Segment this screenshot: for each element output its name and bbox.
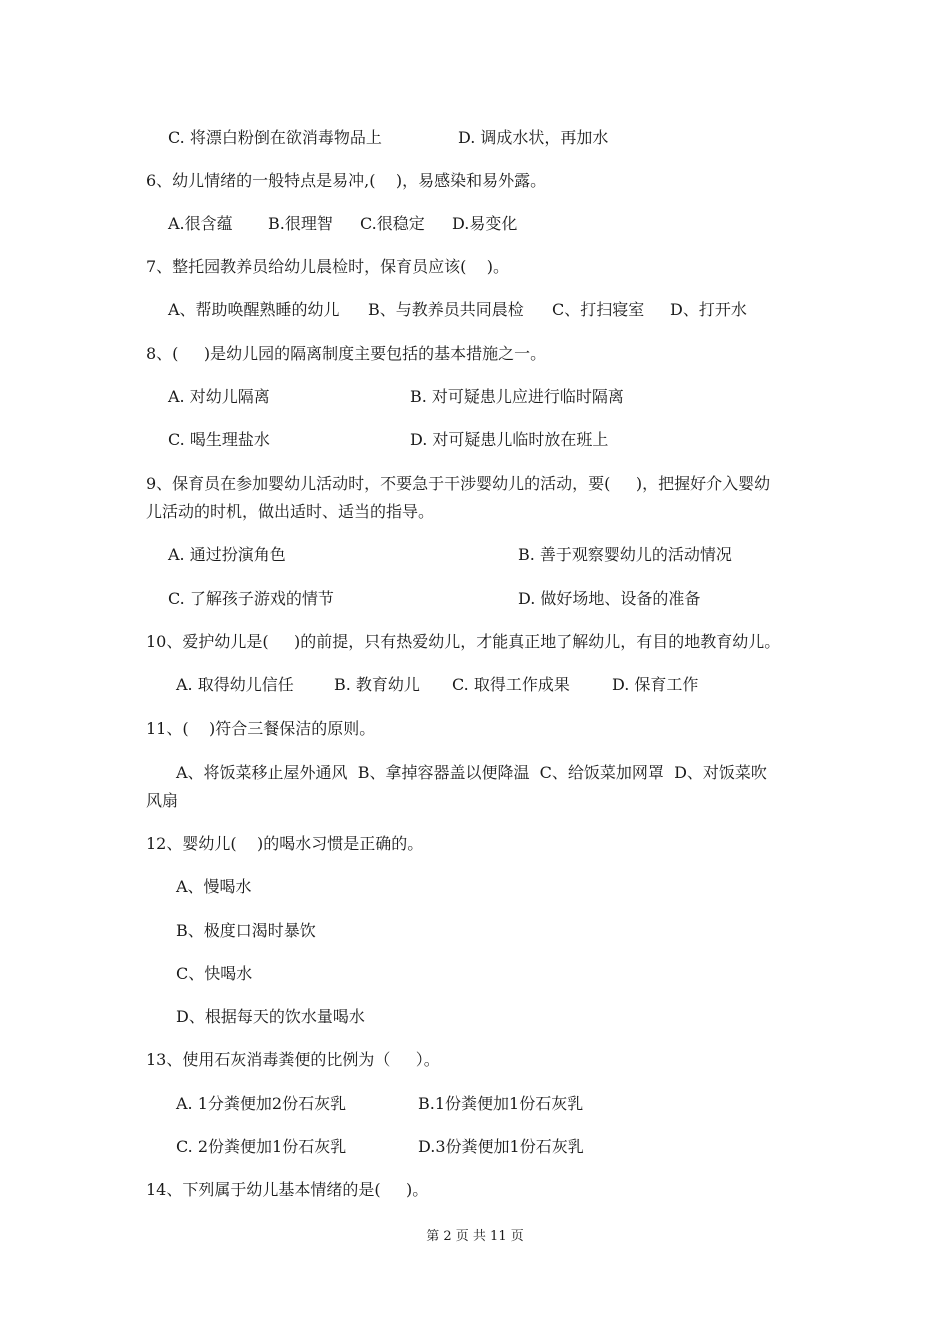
page-number-footer: 第 2 页 共 11 页 — [426, 1229, 524, 1244]
q8-option-c: C. 喝生理盐水 — [168, 430, 270, 449]
q6-option-d: D.易变化 — [452, 214, 518, 233]
q9-option-c: C. 了解孩子游戏的情节 — [168, 589, 334, 608]
q7-option-a: A、帮助唤醒熟睡的幼儿 — [168, 300, 340, 319]
q11-options-line2: 风扇 — [146, 791, 179, 810]
q8-option-b: B. 对可疑患儿应进行临时隔离 — [410, 387, 624, 406]
q9-stem-line2: 儿活动的时机，做出适时、适当的指导。 — [146, 502, 435, 521]
q10-option-a: A. 取得幼儿信任 — [176, 675, 294, 694]
q9-option-d: D. 做好场地、设备的准备 — [518, 589, 701, 608]
q8-stem: 8、( )是幼儿园的隔离制度主要包括的基本措施之一。 — [146, 344, 547, 363]
q5-option-d: D. 调成水状，再加水 — [458, 128, 609, 147]
q7-option-d: D、打开水 — [670, 300, 747, 319]
q11-stem: 11、( )符合三餐保洁的原则。 — [146, 719, 376, 738]
q9-option-a: A. 通过扮演角色 — [168, 545, 286, 564]
q13-option-b: B.1份粪便加1份石灰乳 — [418, 1094, 584, 1113]
q14-stem: 14、下列属于幼儿基本情绪的是( )。 — [146, 1180, 429, 1199]
q8-option-d: D. 对可疑患儿临时放在班上 — [410, 430, 609, 449]
q9-option-b: B. 善于观察婴幼儿的活动情况 — [518, 545, 732, 564]
q12-option-a: A、慢喝水 — [176, 877, 252, 896]
q7-option-b: B、与教养员共同晨检 — [368, 300, 524, 319]
q6-option-b: B.很理智 — [268, 214, 333, 233]
q10-option-d: D. 保育工作 — [612, 675, 699, 694]
q7-option-c: C、打扫寝室 — [552, 300, 645, 319]
q11-options-line1: A、将饭菜移止屋外通风 B、拿掉容器盖以便降温 C、给饭菜加网罩 D、对饭菜吹 — [176, 763, 767, 782]
q7-stem: 7、整托园教养员给幼儿晨检时，保育员应该( )。 — [146, 257, 510, 276]
q10-stem: 10、爱护幼儿是( )的前提，只有热爱幼儿，才能真正地了解幼儿，有目的地教育幼儿。 — [146, 632, 781, 651]
q10-option-c: C. 取得工作成果 — [452, 675, 570, 694]
q12-option-c: C、快喝水 — [176, 964, 253, 983]
q9-stem-line1: 9、保育员在参加婴幼儿活动时，不要急于干涉婴幼儿的活动，要( )，把握好介入婴幼 — [146, 474, 771, 493]
q12-option-b: B、极度口渴时暴饮 — [176, 921, 316, 940]
q13-option-a: A. 1分粪便加2份石灰乳 — [176, 1094, 347, 1113]
q12-option-d: D、根据每天的饮水量喝水 — [176, 1007, 365, 1026]
q5-option-c: C. 将漂白粉倒在欲消毒物品上 — [168, 128, 382, 147]
q6-stem: 6、幼儿情绪的一般特点是易冲,( )，易感染和易外露。 — [146, 171, 547, 190]
q8-option-a: A. 对幼儿隔离 — [168, 387, 270, 406]
q13-stem: 13、使用石灰消毒粪便的比例为（ ）。 — [146, 1050, 440, 1069]
q6-option-c: C.很稳定 — [360, 214, 425, 233]
q10-option-b: B. 教育幼儿 — [334, 675, 420, 694]
q12-stem: 12、婴幼儿( )的喝水习惯是正确的。 — [146, 834, 424, 853]
q6-option-a: A.很含蕴 — [168, 214, 233, 233]
q13-option-d: D.3份粪便加1份石灰乳 — [418, 1137, 584, 1156]
q13-option-c: C. 2份粪便加1份石灰乳 — [176, 1137, 347, 1156]
